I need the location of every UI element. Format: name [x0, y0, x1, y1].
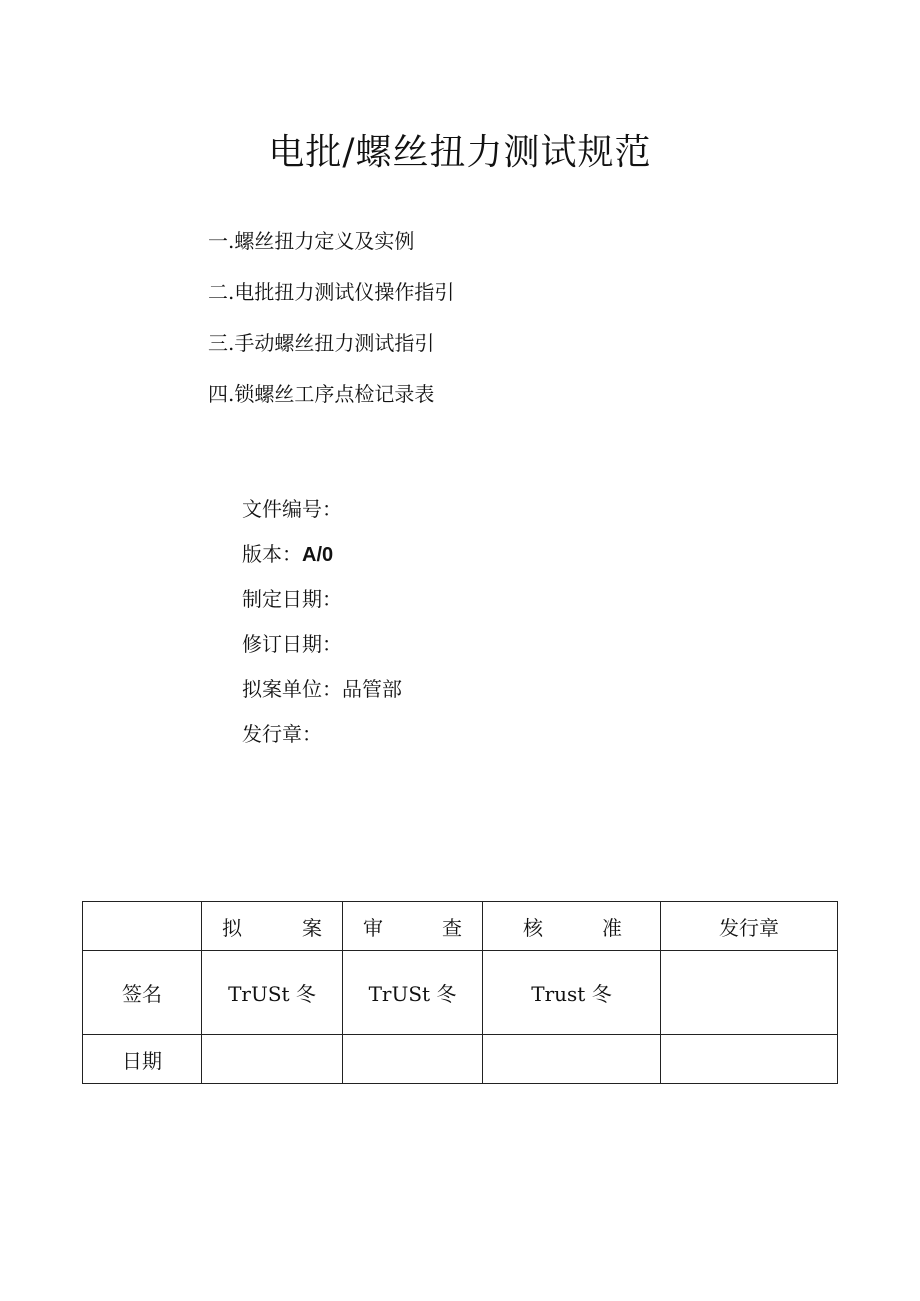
- date-row-label: 日期: [83, 1035, 202, 1084]
- revision-date-row: [242, 629, 402, 674]
- header-review-char-2: 查: [442, 915, 462, 940]
- date-review: [343, 1035, 483, 1084]
- table-header-row: [83, 902, 838, 951]
- made-date-label: 制定日期：: [242, 587, 342, 611]
- date-draft: [202, 1035, 343, 1084]
- signature-row: [83, 951, 838, 1035]
- header-seal: 发行章: [661, 902, 838, 951]
- signature-review: TrUSt 冬: [343, 951, 483, 1035]
- signature-approve: Trust 冬: [483, 951, 661, 1035]
- header-draft-char-2: 案: [302, 915, 322, 940]
- header-draft-char-1: 拟: [222, 915, 242, 940]
- signature-seal: [661, 951, 838, 1035]
- toc-item-1: 一.螺丝扭力定义及实例: [208, 229, 415, 253]
- date-seal: [661, 1035, 838, 1084]
- doc-number-row: [242, 494, 402, 539]
- header-approve-char-2: 准: [602, 915, 622, 940]
- date-approve: [483, 1035, 661, 1084]
- document-meta: [242, 494, 402, 764]
- signature-row-label: 签名: [83, 951, 202, 1035]
- header-review-char-1: 审: [363, 915, 383, 940]
- table-of-contents: [208, 226, 454, 430]
- department-label: 拟案单位：: [242, 677, 342, 701]
- seal-label: 发行章：: [242, 722, 322, 746]
- toc-item-4: 四.锁螺丝工序点检记录表: [208, 382, 435, 406]
- header-draft: [202, 902, 343, 951]
- toc-item-3: 三.手动螺丝扭力测试指引: [208, 331, 435, 355]
- approval-table: [82, 901, 838, 1084]
- version-value: A/0: [302, 544, 334, 566]
- header-approve: [483, 902, 661, 951]
- department-value: 品管部: [342, 677, 402, 701]
- date-row: [83, 1035, 838, 1084]
- made-date-row: [242, 584, 402, 629]
- document-title: 电批/螺丝扭力测试规范: [268, 132, 652, 173]
- header-approve-char-1: 核: [523, 915, 543, 940]
- signature-draft: TrUSt 冬: [202, 951, 343, 1035]
- revision-date-label: 修订日期：: [242, 632, 342, 656]
- header-corner-cell: [83, 902, 202, 951]
- version-row: [242, 539, 402, 584]
- department-row: [242, 674, 402, 719]
- version-label: 版本：: [242, 542, 302, 566]
- toc-item-2: 二.电批扭力测试仪操作指引: [208, 280, 455, 304]
- header-review: [343, 902, 483, 951]
- seal-row: [242, 719, 402, 764]
- doc-number-label: 文件编号：: [242, 497, 342, 521]
